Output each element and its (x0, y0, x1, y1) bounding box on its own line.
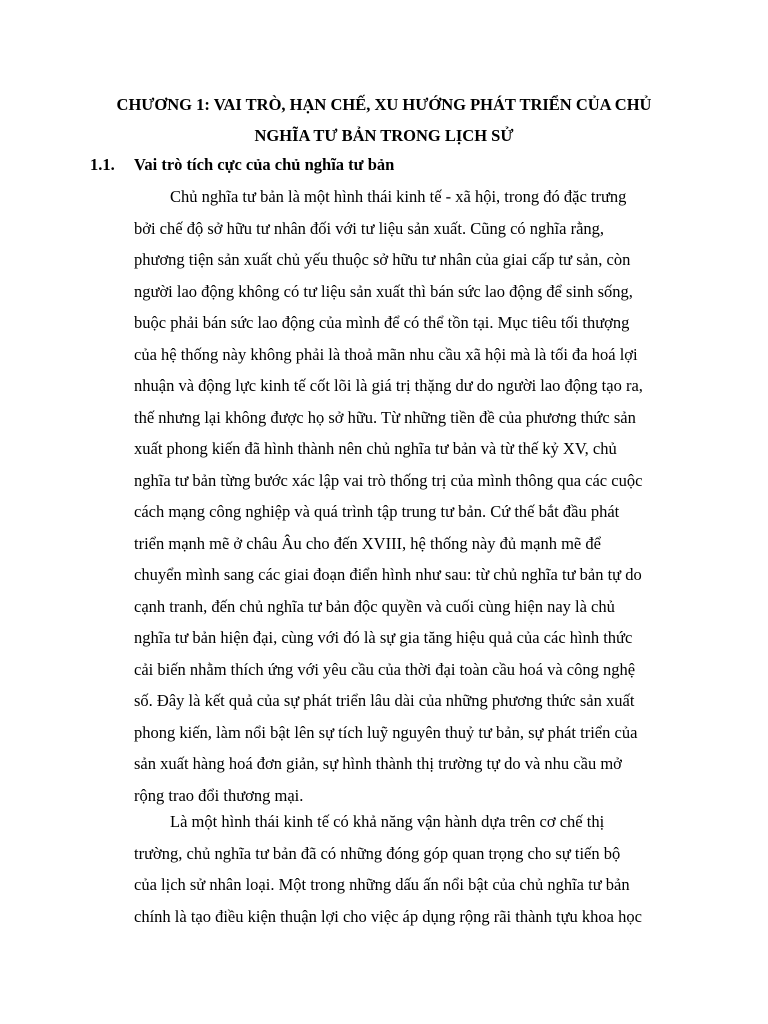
paragraph-line: Chủ nghĩa tư bản là một hình thái kinh tế - xã hội, trong đó đặc trưng (170, 187, 627, 206)
paragraph-line: bởi chế độ sở hữu tư nhân đối với tư liệu sản xuất. Cũng có nghĩa rằng, (134, 218, 605, 238)
body-paragraph-1 (134, 181, 694, 811)
paragraph-line: buộc phải bán sức lao động của mình để có thể tồn tại. Mục tiêu tối thượng (134, 313, 630, 332)
paragraph-line: xuất phong kiến đã hình thành nên chủ nghĩa tư bản và từ thế kỷ XV, chủ (134, 439, 617, 458)
paragraph-line: nhuận và động lực kinh tế cốt lõi là giá trị thặng dư do người lao động tạo ra, (134, 376, 643, 395)
chapter-title-line-2: NGHĨA TƯ BẢN TRONG LỊCH SỬ (254, 126, 514, 145)
paragraph-line: phương tiện sản xuất chủ yếu thuộc sở hữu tư nhân của giai cấp tư sản, còn (134, 250, 631, 269)
paragraph-line: của hệ thống này không phải là thoả mãn nhu cầu xã hội mà là tối đa hoá lợi (134, 344, 638, 364)
paragraph-line: rộng trao đổi thương mại. (134, 785, 304, 805)
paragraph-line: người lao động không có tư liệu sản xuất thì bán sức lao động để sinh sống, (134, 281, 633, 301)
paragraph-line: thế nhưng lại không được họ sở hữu. Từ những tiền đề của phương thức sản (134, 407, 636, 427)
chapter-title-line-1: CHƯƠNG 1: VAI TRÒ, HẠN CHẾ, XU HƯỚNG PHÁT TRIỂN CỦA CHỦ (116, 95, 652, 114)
paragraph-line: triển mạnh mẽ ở châu Âu cho đến XVIII, hệ thống này đủ mạnh mẽ để (134, 533, 601, 553)
body-paragraph-2 (134, 806, 694, 932)
section-heading (90, 151, 394, 179)
paragraph-line: của lịch sử nhân loại. Một trong những dấu ấn nổi bật của chủ nghĩa tư bản (134, 875, 630, 894)
paragraph-line: Là một hình thái kinh tế có khả năng vận hành dựa trên cơ chế thị (170, 812, 605, 831)
paragraph-line: nghĩa tư bản hiện đại, cùng với đó là sự gia tăng hiệu quả của các hình thức (134, 628, 633, 647)
paragraph-line: trường, chủ nghĩa tư bản đã có những đóng góp quan trọng cho sự tiến bộ (134, 843, 621, 863)
paragraph-line: chuyển mình sang các giai đoạn điển hình như sau: từ chủ nghĩa tư bản tự do (134, 565, 642, 584)
paragraph-line: cải biến nhằm thích ứng với yêu cầu của thời đại toàn cầu hoá và công nghệ (134, 659, 636, 679)
paragraph-line: sản xuất hàng hoá đơn giản, sự hình thành thị trường tự do và nhu cầu mở (134, 754, 622, 773)
paragraph-line: nghĩa tư bản từng bước xác lập vai trò thống trị của mình thông qua các cuộc (134, 470, 643, 490)
chapter-title (60, 89, 708, 151)
section-number: 1.1. (90, 155, 115, 174)
paragraph-line: phong kiến, làm nổi bật lên sự tích luỹ nguyên thuỷ tư bản, sự phát triển của (134, 722, 638, 742)
paragraph-line: cách mạng công nghiệp và quá trình tập trung tư bản. Cứ thế bắt đầu phát (134, 502, 620, 521)
section-title: Vai trò tích cực của chủ nghĩa tư bản (134, 155, 395, 174)
paragraph-line: số. Đây là kết quả của sự phát triển lâu dài của những phương thức sản xuất (134, 691, 635, 710)
paragraph-line: chính là tạo điều kiện thuận lợi cho việc áp dụng rộng rãi thành tựu khoa học (134, 906, 642, 926)
paragraph-line: cạnh tranh, đến chủ nghĩa tư bản độc quyền và cuối cùng hiện nay là chủ (134, 596, 615, 616)
